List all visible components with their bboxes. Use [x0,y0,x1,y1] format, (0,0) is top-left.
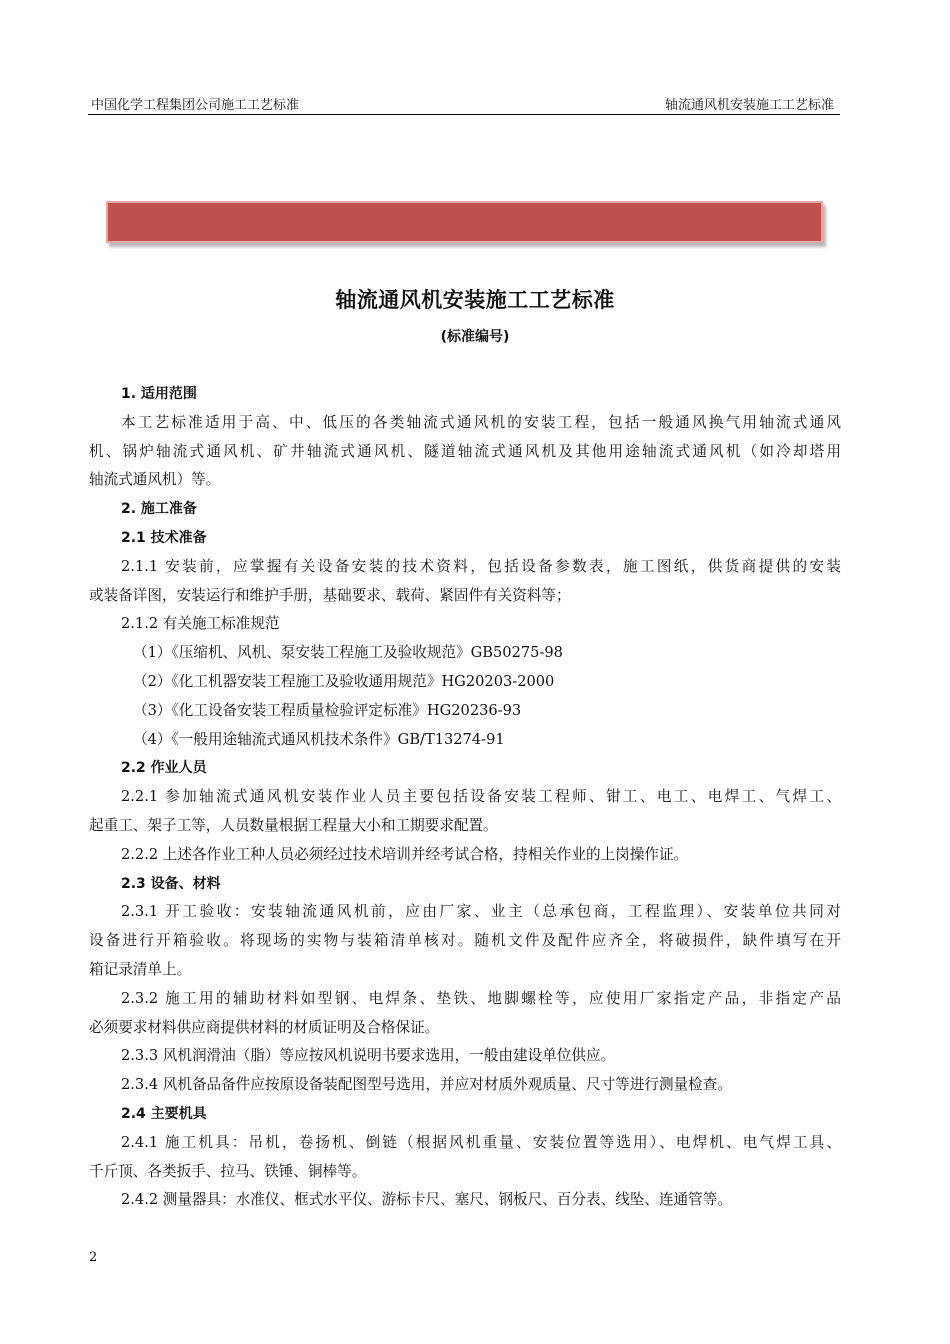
section-heading-2: 2. 施工准备 [121,501,197,518]
subsection-heading-2-1: 2.1 技术准备 [121,529,207,546]
subsection-heading-2-3: 2.3 设备、材料 [121,875,221,892]
paragraph-line: 2.3.3 风机润滑油（脂）等应按风机说明书要求选用，一般由建设单位供应。 [121,1047,616,1065]
paragraph-line: 2.1.2 有关施工标准规范 [121,615,280,633]
paragraph-line: 2.4.2 测量器具：水准仪、框式水平仪、游标卡尺、塞尺、钢板尺、百分表、线坠、连通管等。 [121,1191,732,1209]
standard-item: （4）《一般用途轴流式通风机技术条件》GB/T13274-91 [133,730,505,748]
paragraph-line: 2.3.1 开工验收：安装轴流通风机前，应由厂家、业主（总承包商，工程监理）、安装单位共同对 [121,903,841,921]
paragraph-line: 2.3.2 施工用的辅助材料如型钢、电焊条、垫铁、地脚螺栓等，应使用厂家指定产品，非指定产品 [121,989,841,1007]
paragraph-line: 2.2.1 参加轴流式通风机安装作业人员主要包括设备安装工程师、钳工、电工、电焊工、气焊工、 [121,788,841,806]
title-banner [106,201,823,243]
page-header [88,92,840,115]
paragraph-line: 或装备详图，安装运行和维护手册，基础要求、载荷、紧固件有关资料等； [89,586,571,604]
paragraph-line: 2.2.2 上述各作业工种人员必须经过技术培训并经考试合格，持相关作业的上岗操作证。 [121,845,689,863]
subsection-heading-2-2: 2.2 作业人员 [121,760,207,777]
document-title: 轴流通风机安装施工工艺标准 [335,288,615,312]
paragraph-line: 本工艺标准适用于高、中、低压的各类轴流式通风机的安装工程，包括一般通风换气用轴流式通风 [121,413,841,431]
paragraph-line: 机、锅炉轴流式通风机、矿井轴流式通风机、隧道轴流式通风机及其他用途轴流式通风机（如冷却塔用 [89,442,841,460]
subsection-heading-2-4: 2.4 主要机具 [121,1105,207,1122]
paragraph-line: 2.4.1 施工机具：吊机，卷扬机、倒链（根据风机重量、安装位置等选用）、电焊机、电气焊工具、 [121,1133,841,1151]
section-heading-1: 1. 适用范围 [121,386,197,402]
paragraph-line: 2.3.4 风机备品备件应按原设备装配图型号选用，并应对材质外观质量、尺寸等进行测量检查。 [121,1076,732,1094]
paragraph-line: 2.1.1 安装前，应掌握有关设备安装的技术资料，包括设备参数表，施工图纸，供货商提供的安装 [121,557,841,575]
paragraph-line: 必须要求材料供应商提供材料的材质证明及合格保证。 [89,1018,440,1036]
standard-item: （1）《压缩机、风机、泵安装工程施工及验收规范》GB50275-98 [133,644,563,662]
standard-item: （3）《化工设备安装工程质量检验评定标准》HG20236-93 [133,701,522,719]
paragraph-line: 箱记录清单上。 [89,960,192,978]
document-body [89,380,841,1215]
paragraph-line: 千斤顶、各类扳手、拉马、铁锤、铜棒等。 [89,1162,367,1180]
header-document-title: 轴流通风机安装施工工艺标准 [664,98,834,113]
page-number: 2 [89,1250,98,1265]
document-number: (标准编号) [440,329,510,345]
paragraph-line: 设备进行开箱验收。将现场的实物与装箱清单核对。随机文件及配件应齐全，将破损件，缺件填写在开 [89,932,841,950]
header-organization: 中国化学工程集团公司施工工艺标准 [91,98,300,113]
paragraph-line: 起重工、架子工等，人员数量根据工程量大小和工期要求配置。 [89,816,498,834]
standard-item: （2）《化工机器安装工程施工及验收通用规范》HG20203-2000 [133,672,555,690]
paragraph-line: 轴流式通风机）等。 [89,471,221,489]
